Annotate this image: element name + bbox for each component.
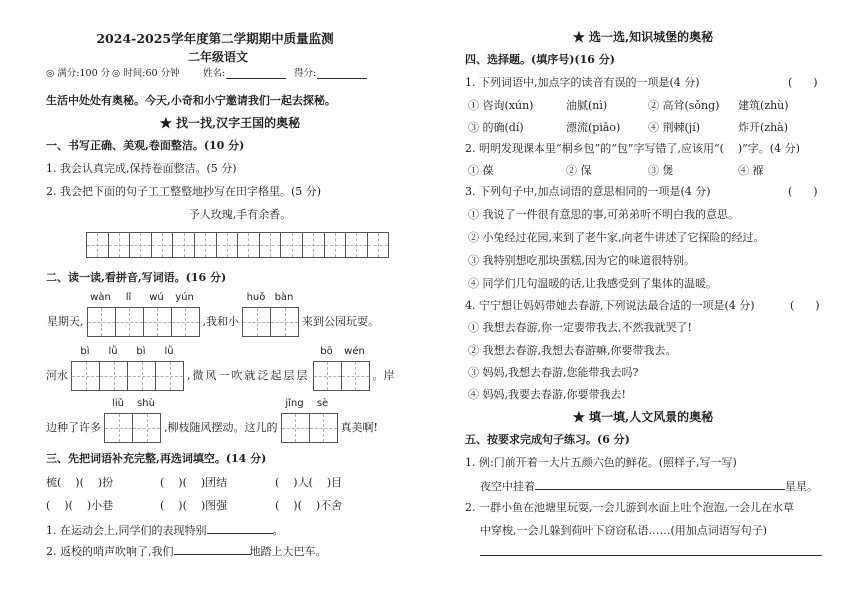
option: ② 我想去春游,我想去春游嘛,你要带我去。 <box>468 344 677 357</box>
pinyin: wén <box>344 346 365 357</box>
option: ① 我想去春游,你一定要带我去,不然我就哭了! <box>468 321 692 334</box>
writing-cell <box>127 361 156 391</box>
writing-boxes <box>104 413 161 443</box>
pinyin-line-1 <box>44 291 382 337</box>
option: ④ 同学们几句温暖的话,让我感受到了集体的温暖。 <box>468 277 717 290</box>
writing-boxes <box>87 307 200 337</box>
writing-cell <box>71 361 100 391</box>
choice-question-2: 2. 明明发现课本里“桐乡包”的“包”字写错了,应该用“( )”字。(4 分) <box>465 142 800 155</box>
idiom-blank: ( )( )不舍 <box>275 499 343 512</box>
full-score: ◎ 满分:100 分 <box>46 68 111 79</box>
option: ① 葆 <box>468 164 494 177</box>
option: ① 我说了一件很有意思的事,可弟弟听不明白我的意思。 <box>468 208 739 221</box>
writing-cell <box>171 307 200 337</box>
option: ③ 煲 <box>648 164 674 177</box>
option: 油腻(nì) <box>566 99 608 112</box>
writing-cell <box>313 361 342 391</box>
pinyin-line-3 <box>43 397 381 443</box>
pinyin-line-2 <box>43 345 398 391</box>
option: ③ 我特别想吃那块蛋糕,因为它的味道很特别。 <box>468 254 695 267</box>
writing-cell <box>302 232 325 258</box>
intro-text: 生活中处处有奥秘。今天,小奇和小宁邀请我们一起去探秘。 <box>46 94 336 107</box>
part2-banner: ★ 选一选,知识城堡的奥秘 <box>572 30 714 44</box>
writing-cell <box>242 307 271 337</box>
question-text: 2. 返校的哨声吹响了,我们 <box>46 545 174 558</box>
writing-cell <box>108 232 131 258</box>
exam-subtitle: 二年级语文 <box>187 50 248 64</box>
choice-question-4: 4. 宁宁想让妈妈带她去春游,下列说法最合适的一项是(4 分) <box>465 299 755 312</box>
part1-banner: ★ 找一找,汉字王国的奥秘 <box>159 116 301 130</box>
writing-cell <box>143 307 172 337</box>
section5-heading: 五、按要求完成句子练习。(6 分) <box>465 433 630 446</box>
pinyin-group <box>104 397 161 443</box>
pinyin: lǐ <box>125 292 132 303</box>
section1-question-2: 2. 我会把下面的句子工工整整地抄写在田字格里。(5 分) <box>46 185 322 198</box>
choice-question-1: 1. 下列词语中,加点字的读音有误的一项是(4 分) <box>465 76 700 89</box>
writing-cell <box>259 232 282 258</box>
writing-boxes <box>71 361 184 391</box>
writing-cell <box>172 232 195 258</box>
pinyin: bō <box>320 346 333 357</box>
option: ② 保 <box>566 164 592 177</box>
writing-boxes <box>313 361 370 391</box>
writing-boxes <box>281 413 338 443</box>
exam-title: 2024-2025学年度第二学期期中质量监测 <box>96 31 334 46</box>
pinyin-row <box>281 397 338 411</box>
line-text: 真美啊! <box>340 421 378 434</box>
writing-cell <box>151 232 174 258</box>
choice-question-3: 3. 下列句子中,加点词语的意思相同的一项是(4 分) <box>465 185 711 198</box>
pinyin: liǔ <box>112 398 124 409</box>
option: ② 高耸(sǒng) <box>648 99 720 112</box>
idiom-blank: ( )( )团结 <box>160 476 228 489</box>
score-blank <box>317 78 367 79</box>
pinyin: bì <box>80 346 90 357</box>
idiom-blank: ( )( )小巷 <box>46 499 114 512</box>
writing-cell <box>132 413 161 443</box>
pinyin-group <box>313 345 370 391</box>
writing-cell <box>86 232 109 258</box>
writing-cell <box>324 232 347 258</box>
pinyin-group <box>87 291 200 337</box>
pinyin: wàn <box>90 292 111 303</box>
pinyin: lǜ <box>164 346 174 357</box>
writing-cell <box>345 232 368 258</box>
answer-bracket: ( ) <box>788 185 818 198</box>
time-limit: ◎ 时间:60 分钟 <box>112 68 180 79</box>
line-text: ,微风一吹就泛起层层 <box>187 369 310 382</box>
pinyin: lǜ <box>108 346 118 357</box>
idiom-blank: ( )( )图强 <box>160 499 228 512</box>
pinyin: bàn <box>274 292 294 303</box>
option: ① 咨询(xún) <box>468 99 534 112</box>
option: 建筑(zhù) <box>738 99 789 112</box>
line-text: 星期天, <box>47 315 84 328</box>
answer-bracket: ( ) <box>788 76 818 89</box>
writing-cell <box>216 232 239 258</box>
line-text: ,柳枝随风摆动。这儿的 <box>164 421 278 434</box>
question-text: 星星。 <box>785 480 818 493</box>
option: 漂流(piāo) <box>566 121 621 134</box>
pinyin-row <box>87 291 200 305</box>
option: ④ 褓 <box>738 164 764 177</box>
sentence-fill <box>480 477 818 493</box>
tianzige-grid <box>86 232 389 258</box>
sentence-question-2-cont: 中穿梭,一会儿躲到荷叶下窃窃私语……(用加点词语写句子) <box>480 524 768 537</box>
pinyin-row <box>313 345 370 359</box>
answer-blank <box>174 542 250 555</box>
question-text: 夜空中挂着 <box>480 480 535 493</box>
line-text: 河水 <box>46 369 68 382</box>
copy-sentence: 予人玫瑰,手有余香。 <box>188 208 292 221</box>
section4-heading: 四、选择题。(填序号)(16 分) <box>465 53 615 66</box>
writing-cell <box>87 307 116 337</box>
writing-cell <box>270 307 299 337</box>
section1-heading: 一、书写正确、美观,卷面整洁。(10 分) <box>46 139 245 152</box>
idiom-blank: ( )人( )目 <box>275 476 343 489</box>
writing-cell <box>99 361 128 391</box>
pinyin: yún <box>175 292 194 303</box>
question-text: 。 <box>272 524 284 537</box>
line-text: 边种了许多 <box>46 421 101 434</box>
writing-cell <box>309 413 338 443</box>
section3-heading: 三、先把词语补充完整,再选词填空。(14 分) <box>46 452 267 465</box>
writing-cell <box>115 307 144 337</box>
answer-blank <box>535 477 785 490</box>
pinyin-row <box>71 345 184 359</box>
question-text: 1. 在运动会上,同学们的表现特别 <box>46 524 207 537</box>
writing-boxes <box>242 307 299 337</box>
writing-cell <box>129 232 152 258</box>
section2-heading: 二、读一读,看拼音,写词语。(16 分) <box>46 271 227 284</box>
option: ③ 的确(dí) <box>468 121 524 134</box>
line-text: 。岸 <box>372 369 395 382</box>
answer-line <box>480 555 822 556</box>
line-text: ,我和小 <box>202 315 239 328</box>
name-blank <box>226 78 286 79</box>
pinyin: huǒ <box>246 292 266 303</box>
pinyin-group <box>242 291 299 337</box>
pinyin: bì <box>136 346 146 357</box>
writing-cell <box>104 413 133 443</box>
answer-blank <box>207 521 273 534</box>
option: ④ 妈妈,我要去春游,你要带我去! <box>468 388 626 401</box>
section1-question-1: 1. 我会认真完成,保持卷面整洁。(5 分) <box>46 162 237 175</box>
pinyin-group <box>71 345 184 391</box>
score-label: 得分: <box>294 68 317 79</box>
option: ③ 妈妈,我想去春游,您能带我去吗? <box>468 366 639 379</box>
pinyin-row <box>242 291 299 305</box>
sentence-question-2: 2. 一群小鱼在池塘里玩耍,一会儿游到水面上吐个泡泡,一会儿在水草 <box>465 501 794 514</box>
question-text: 地踏上大巴车。 <box>249 545 327 558</box>
writing-cell <box>194 232 217 258</box>
name-label: 姓名: <box>203 68 226 79</box>
writing-cell <box>281 413 310 443</box>
option: ② 小兔经过花园,来到了老牛家,向老牛讲述了它探险的经过。 <box>468 231 765 244</box>
writing-cell <box>237 232 260 258</box>
pinyin-group <box>281 397 338 443</box>
line-text: 来到公园玩耍。 <box>302 315 379 328</box>
pinyin-row <box>104 397 161 411</box>
part3-banner: ★ 填一填,人文风景的奥秘 <box>572 410 714 424</box>
pinyin: shù <box>137 398 155 409</box>
pinyin: jǐng <box>285 398 304 409</box>
sentence-question-1: 1. 例:门前开着一大片五颜六色的鲜花。(照样子,写一写) <box>465 456 737 469</box>
fill-question-1 <box>46 521 284 537</box>
answer-bracket: ( ) <box>790 299 820 312</box>
writing-cell <box>367 232 390 258</box>
fill-question-2 <box>46 542 327 558</box>
option: ④ 荆棘(jí) <box>648 121 701 134</box>
writing-cell <box>341 361 370 391</box>
writing-cell <box>280 232 303 258</box>
option: 炸开(zhà) <box>738 121 789 134</box>
pinyin: wú <box>149 292 164 303</box>
pinyin: sè <box>316 398 329 409</box>
idiom-blank: 梳( )( )扮 <box>46 476 114 489</box>
writing-cell <box>155 361 184 391</box>
